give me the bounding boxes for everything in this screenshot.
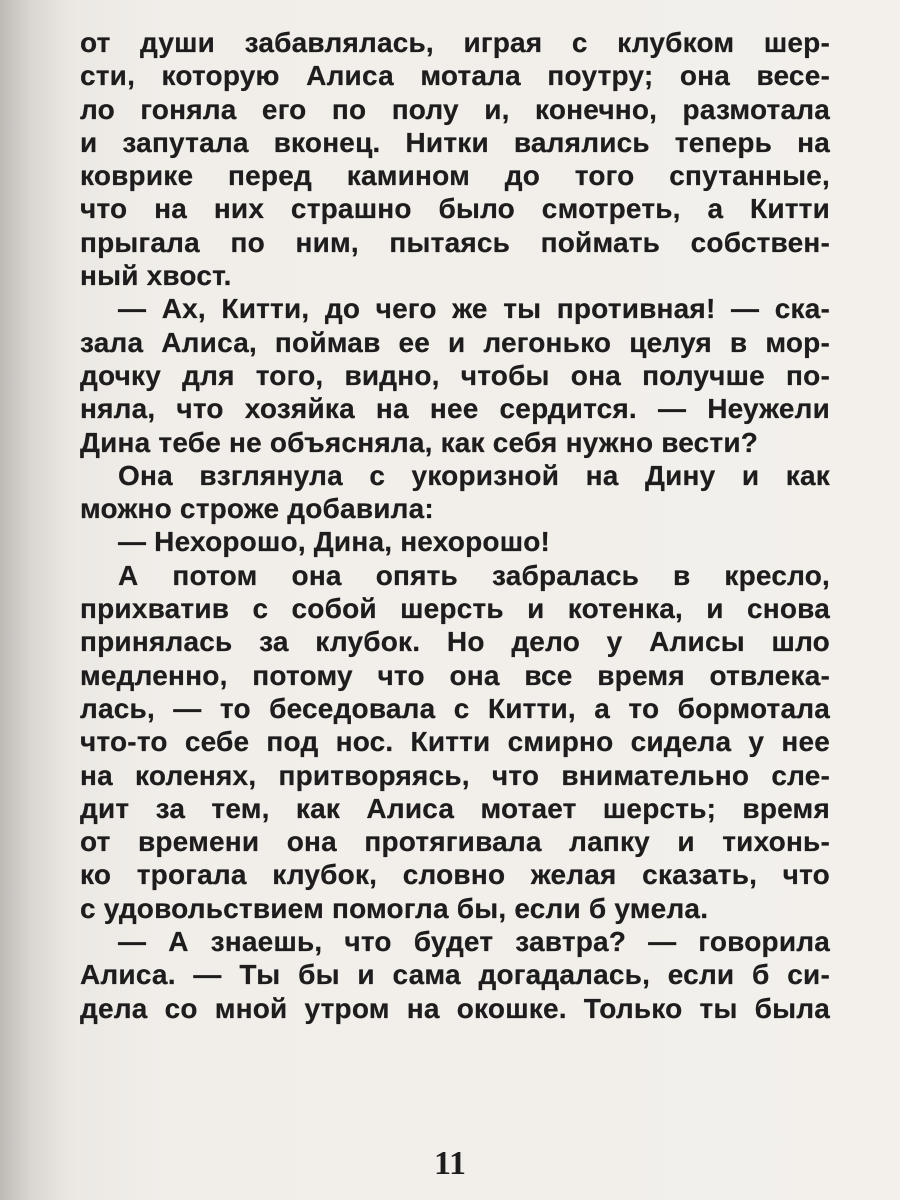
text-line: няла, что хозяйка на нее сердится. — Неужели xyxy=(80,393,830,425)
text-line: дочку для того, видно, чтобы она получше по- xyxy=(80,359,830,391)
text-line: — Ах, Китти, до чего же ты противная! — ска- xyxy=(118,293,830,325)
text-line: лась, — то беседовала с Китти, а то бормотала xyxy=(80,692,830,724)
text-line: ло гоняла его по полу и, конечно, размотала xyxy=(80,93,830,125)
page-number: 11 xyxy=(433,1145,467,1182)
text-line: зала Алиса, поймав ее и легонько целуя в мор- xyxy=(80,326,830,358)
text-line: коврике перед камином до того спутанные, xyxy=(80,160,830,192)
text-line: — Нехорошо, Дина, нехорошо! xyxy=(118,526,551,558)
text-line: — А знаешь, что будет завтра? — говорила xyxy=(118,926,830,958)
text-line: медленно, потому что она все время отвлека- xyxy=(80,659,830,691)
text-line: что-то себе под нос. Китти смирно сидела у нее xyxy=(80,726,830,758)
text-line: А потом она опять забралась в кресло, xyxy=(118,559,830,591)
text-line: сти, которую Алиса мотала поутру; она весе- xyxy=(80,60,830,92)
text-line: с удовольствием помогла бы, если б умела. xyxy=(80,892,709,924)
text-line: принялась за клубок. Но дело у Алисы шло xyxy=(80,626,830,658)
text-line: прыгала по ним, пытаясь поймать собствен- xyxy=(80,226,830,258)
text-line: что на них страшно было смотреть, а Китти xyxy=(80,193,830,225)
text-line: прихватив с собой шерсть и котенка, и снова xyxy=(80,593,830,625)
text-line: на коленях, притворяясь, что внимательно сле- xyxy=(80,759,830,791)
text-line: Дина тебе не объясняла, как себя нужно вести? xyxy=(80,426,759,458)
text-line: от души забавлялась, играя с клубком шер- xyxy=(80,27,830,58)
text-line: дит за тем, как Алиса мотает шерсть; время xyxy=(80,792,830,824)
text-line: ный хвост. xyxy=(80,260,232,292)
text-line: Она взглянула с укоризной на Дину и как xyxy=(118,459,830,491)
text-line: Алиса. — Ты бы и сама догадалась, если б си- xyxy=(80,959,830,991)
text-line: и запутала вконец. Нитки валялись теперь на xyxy=(80,126,830,158)
page-text xyxy=(80,26,830,1025)
text-line: ко трогала клубок, словно желая сказать, что xyxy=(80,859,830,891)
text-line: дела со мной утром на окошке. Только ты была xyxy=(80,992,830,1024)
text-line: от времени она протягивала лапку и тихонь- xyxy=(80,826,830,858)
text-line: можно строже добавила: xyxy=(80,493,434,525)
